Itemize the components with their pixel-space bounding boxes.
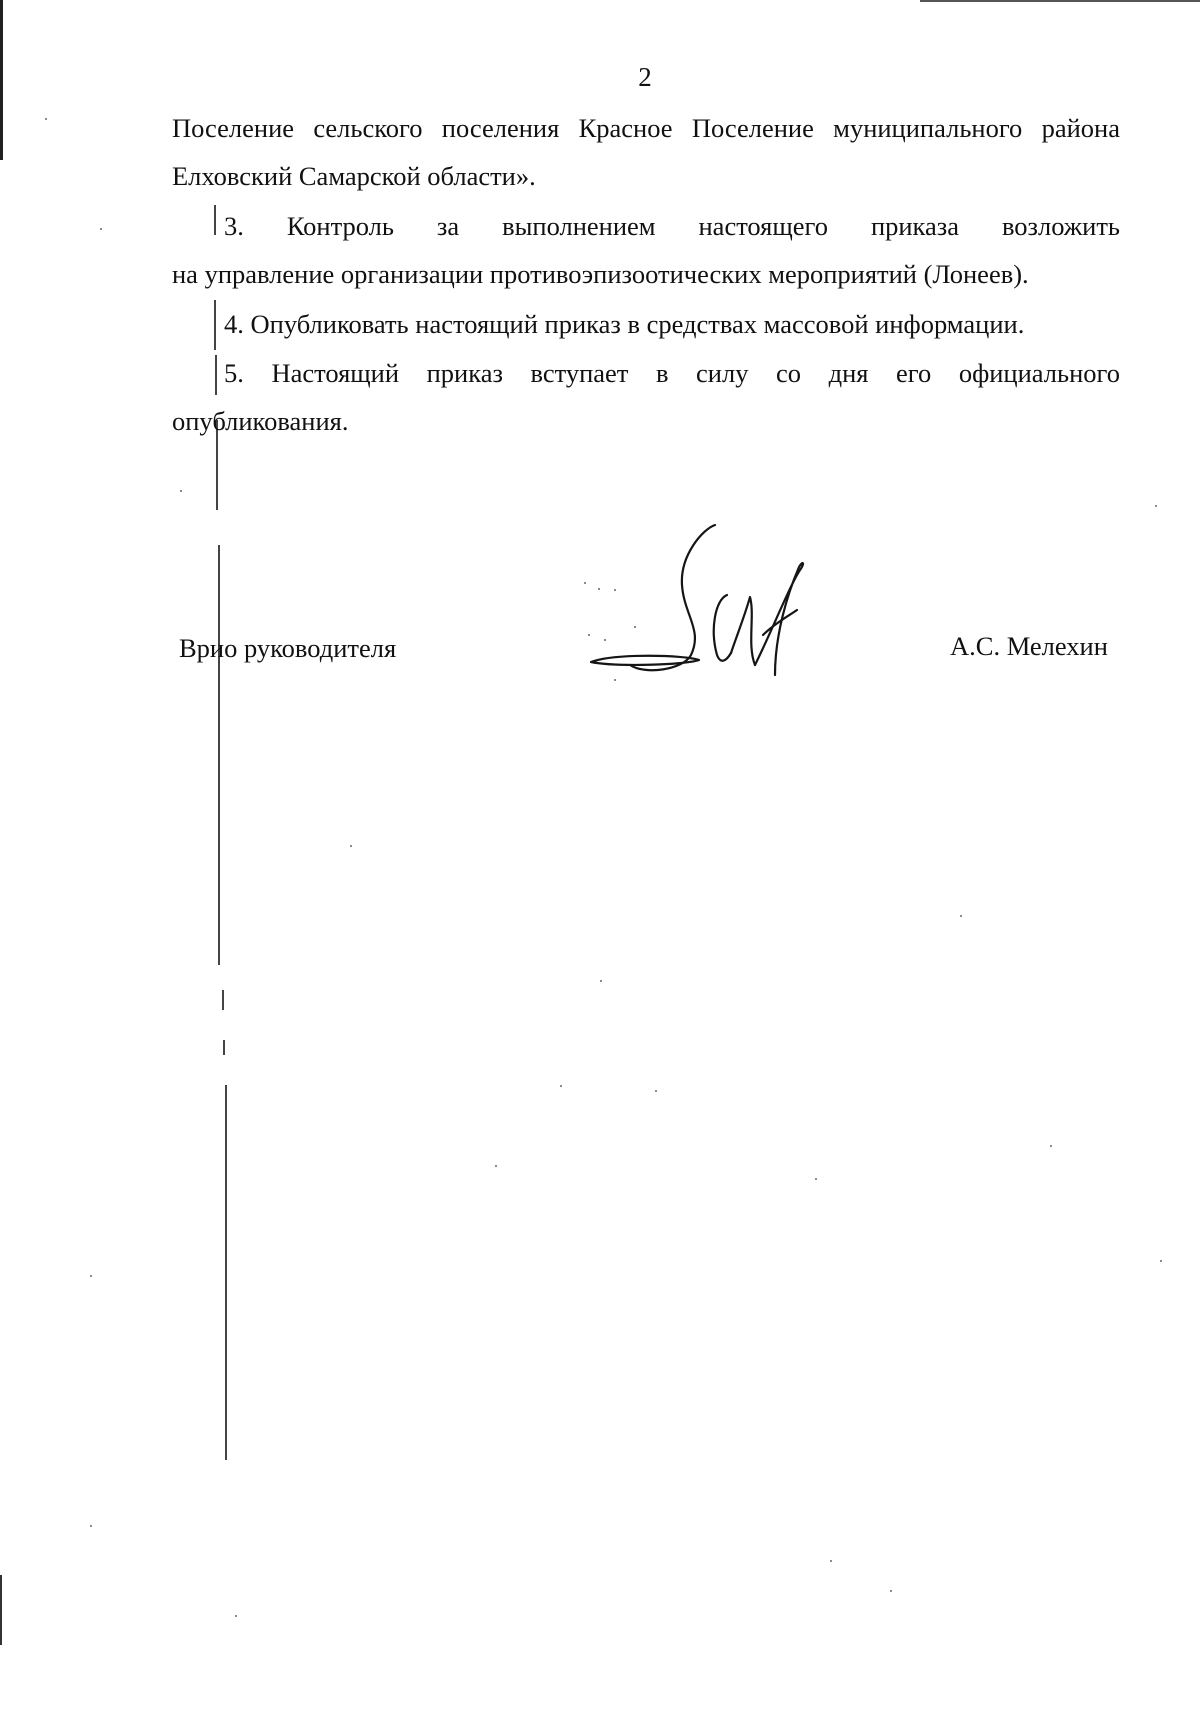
- scan-margin-line: [223, 1040, 225, 1055]
- scan-speck: [90, 1525, 92, 1527]
- scan-speck: [180, 490, 182, 492]
- list-item-3: 3. Контроль за выполнением настоящего приказа возложить: [224, 211, 1120, 241]
- page-number: 2: [638, 62, 652, 92]
- scan-speck: [495, 1165, 497, 1167]
- scan-speck: [1160, 1260, 1162, 1262]
- scan-speck: [560, 1085, 562, 1087]
- handwritten-signature: [575, 515, 815, 685]
- list-item-4: 4. Опубликовать настоящий приказ в средствах массовой информации.: [224, 309, 1025, 339]
- scan-speck: [890, 1590, 892, 1592]
- paragraph-line: Поселение сельского поселения Красное Поселение муниципального района: [172, 113, 1120, 143]
- scan-speck: [45, 118, 47, 120]
- scan-speck: [815, 1178, 817, 1180]
- scan-speck: [655, 1090, 657, 1092]
- list-item-5-continuation: опубликования.: [172, 406, 349, 436]
- scan-margin-line: [214, 300, 216, 350]
- scan-margin-line: [225, 1085, 227, 1460]
- signer-position: Врио руководителя: [179, 633, 397, 663]
- scan-margin-line: [218, 545, 220, 965]
- scan-margin-line: [222, 990, 224, 1010]
- scan-top-mark: [920, 0, 1200, 2]
- scan-speck: [1050, 1145, 1052, 1147]
- scan-speck: [600, 980, 602, 982]
- scan-speck: [90, 1275, 92, 1277]
- list-item-3-continuation: на управление организации противоэпизоотических мероприятий (Лонеев).: [172, 259, 1029, 289]
- scan-edge-mark: [0, 1575, 2, 1645]
- paragraph-line: Елховский Самарской области».: [172, 161, 536, 191]
- scan-speck: [100, 228, 102, 230]
- list-item-5: 5. Настоящий приказ вступает в силу со дня его официального: [224, 358, 1120, 388]
- scan-speck: [235, 1615, 237, 1617]
- scan-speck: [350, 845, 352, 847]
- scan-margin-line: [214, 205, 216, 235]
- scan-speck: [960, 915, 962, 917]
- scan-speck: [830, 1560, 832, 1562]
- signer-name: А.С. Мелехин: [950, 631, 1108, 661]
- scan-margin-line: [215, 355, 217, 395]
- scan-speck: [1155, 505, 1157, 507]
